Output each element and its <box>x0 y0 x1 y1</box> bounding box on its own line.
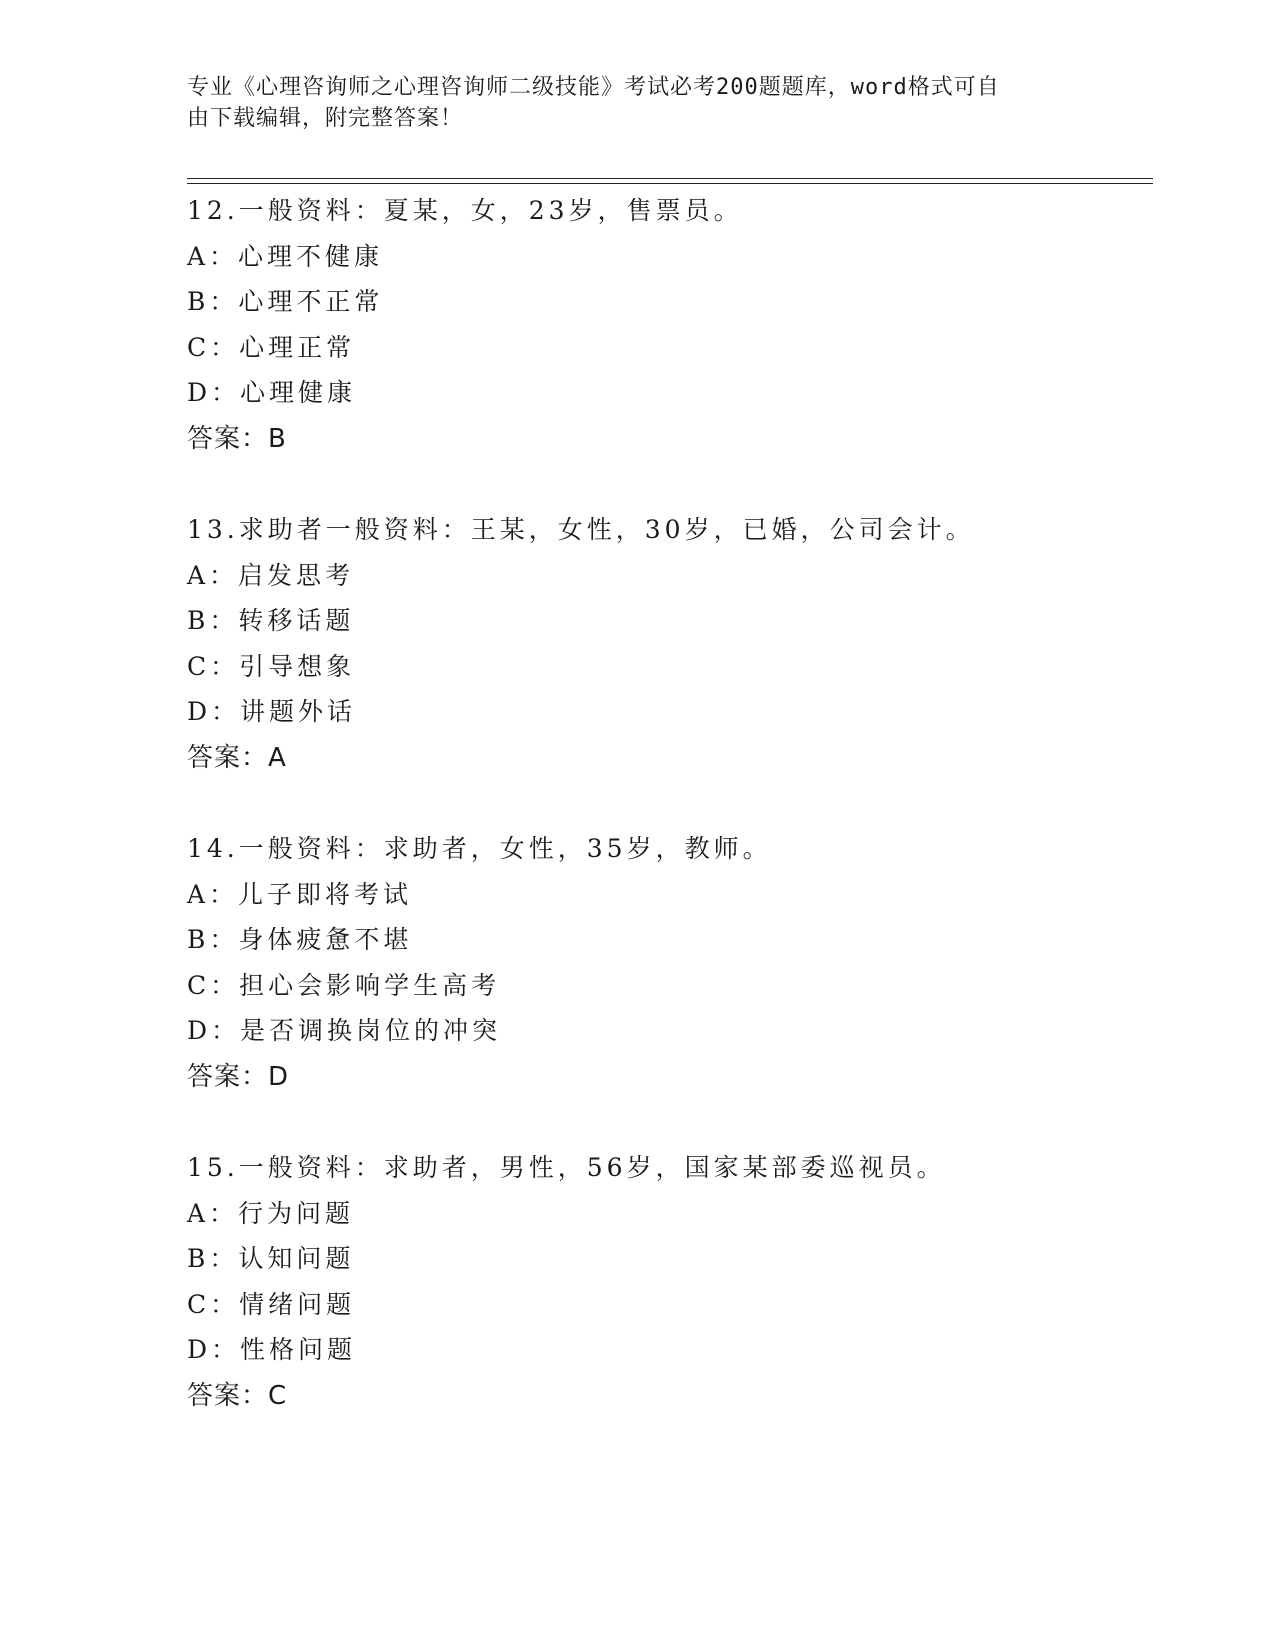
question-stem: 13.求助者一般资料：王某，女性，30岁，已婚，公司会计。 <box>187 515 975 544</box>
header-line-2: 由下载编辑，附完整答案！ <box>187 106 464 131</box>
option-d: D：讲题外话 <box>187 697 357 726</box>
option-b: B：转移话题 <box>187 606 355 635</box>
answer-line: 答案：D <box>187 1061 290 1092</box>
option-a: A：启发思考 <box>187 560 355 590</box>
option-c: C：担心会影响学生高考 <box>187 970 501 1000</box>
answer-line: 答案：B <box>187 423 287 454</box>
option-d: D：心理健康 <box>187 378 357 407</box>
option-b: B：身体疲惫不堪 <box>187 925 413 954</box>
question-stem: 12.一般资料：夏某，女，23岁，售票员。 <box>187 196 743 225</box>
option-a: A：儿子即将考试 <box>187 879 413 909</box>
option-b: B：心理不正常 <box>187 287 384 316</box>
document-header <box>187 72 1067 134</box>
option-c: C：引导想象 <box>187 651 356 681</box>
option-c: C：心理正常 <box>187 332 356 362</box>
answer-line: 答案：A <box>187 742 287 773</box>
option-d: D：性格问题 <box>187 1335 357 1364</box>
question-block-13 <box>187 507 1187 781</box>
answer-line: 答案：C <box>187 1380 288 1411</box>
option-d: D：是否调换岗位的冲突 <box>187 1016 502 1045</box>
option-a: A：行为问题 <box>187 1198 355 1228</box>
question-stem: 14.一般资料：求助者，女性，35岁，教师。 <box>187 834 772 863</box>
question-block-15 <box>187 1145 1187 1419</box>
question-block-14 <box>187 826 1187 1100</box>
header-divider-top <box>187 178 1153 179</box>
option-a: A：心理不健康 <box>187 241 384 271</box>
header-divider-bottom <box>187 183 1153 184</box>
question-stem: 15.一般资料：求助者，男性，56岁，国家某部委巡视员。 <box>187 1153 946 1182</box>
option-c: C：情绪问题 <box>187 1289 356 1319</box>
option-b: B：认知问题 <box>187 1244 355 1273</box>
header-line-1: 专业《心理咨询师之心理咨询师二级技能》考试必考200题题库，word格式可自 <box>187 75 1000 100</box>
question-block-12 <box>187 188 1187 462</box>
